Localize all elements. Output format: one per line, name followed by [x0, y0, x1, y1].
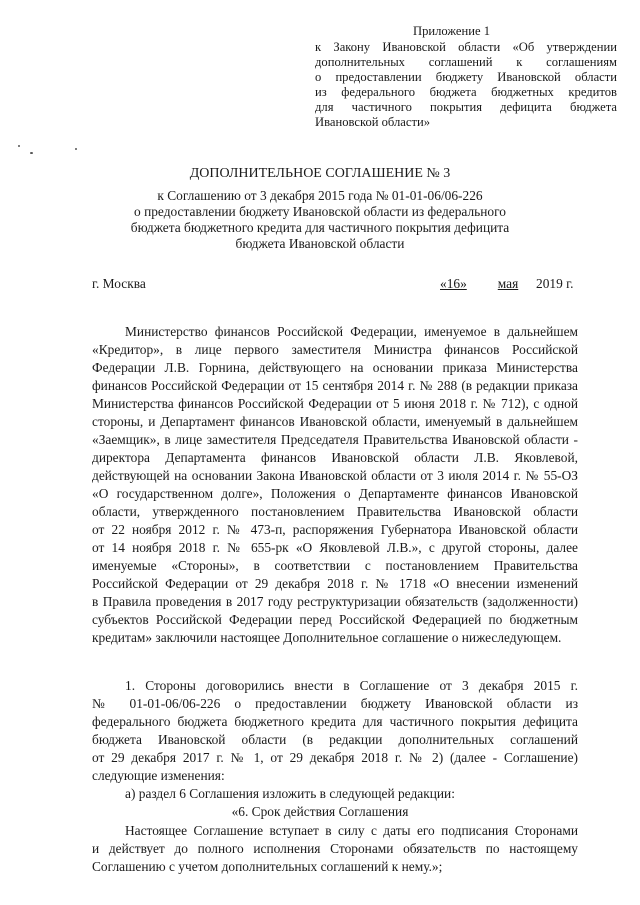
section-6-line: Соглашению с учетом дополнительных соглашений к нему.»;	[92, 859, 443, 874]
preamble-line: от 14 ноября 2018 г. № 655-рк «О Яковлевой Л.В.», с другой стороны, далее	[92, 540, 578, 555]
preamble-line: «Заемщик», в лице заместителя Председателя Правительства Ивановской области -	[92, 432, 578, 447]
preamble-line: кредитам» заключили настоящее Дополнительное соглашение о нижеследующем.	[92, 630, 562, 645]
annex-line: дополнительных соглашений к соглашениям	[315, 55, 617, 69]
annex-line: Ивановской области»	[315, 115, 431, 129]
date-day: «16»	[440, 276, 467, 291]
section-6-line: Настоящее Соглашение вступает в силу с даты его подписания Сторонами	[125, 823, 578, 838]
preamble-line: финансов Российской Федерации от 15 сентября 2014 г. № 288 (в редакции приказа	[92, 378, 578, 393]
clause-line: 1. Стороны договорились внести в Соглашение от 3 декабря 2015 г.	[125, 678, 578, 693]
preamble-line: «Кредитор», в лице первого заместителя Министра финансов Российской	[92, 342, 578, 357]
date-year: 2019 г.	[536, 276, 574, 291]
subtitle-line: бюджета Ивановской области	[235, 236, 405, 251]
scan-speck	[18, 145, 20, 147]
preamble-line: действующей на основании Закона Ивановской области от 3 июля 2014 г. № 55-ОЗ	[92, 468, 578, 483]
annex-line: о предоставлении бюджету Ивановской области	[315, 70, 617, 84]
page-title: ДОПОЛНИТЕЛЬНОЕ СОГЛАШЕНИЕ № 3	[189, 166, 451, 181]
preamble-line: Министерство финансов Российской Федерации, именуемое в дальнейшем	[125, 324, 578, 339]
preamble-line: директора Департамента финансов Ивановской области Л.В. Яковлевой,	[92, 450, 578, 465]
annex-title: Приложение 1	[413, 24, 491, 38]
subtitle-line: бюджета бюджетного кредита для частичного покрытия дефицита	[130, 220, 510, 235]
clause-line: № 01-01-06/06-226 о предоставлении бюджету Ивановской области из	[92, 696, 578, 711]
preamble-line: стороны, и Департамент финансов Ивановской области, именуемый в дальнейшем	[92, 414, 578, 429]
annex-line: из федерального бюджета бюджетных кредитов	[315, 85, 617, 99]
preamble-line: области, утвержденного постановлением Правительства Ивановской области	[92, 504, 578, 519]
annex-line: к Закону Ивановской области «Об утверждении	[315, 40, 617, 54]
annex-line: для частичного покрытия дефицита бюджета	[315, 100, 617, 114]
item-a: а) раздел 6 Соглашения изложить в следующей редакции:	[125, 786, 455, 801]
scan-speck	[30, 152, 33, 154]
preamble-line: Российской Федерации от 29 декабря 2018 г. № 1718 «О внесении изменений	[92, 576, 578, 591]
preamble-line: «О государственном долге», Положения о Департаменте финансов Ивановской	[92, 486, 578, 501]
clause-line: бюджета Ивановской области (в редакции дополнительных соглашений	[92, 732, 578, 747]
clause-line: от 29 декабря 2017 г. № 1, от 29 декабря 2018 г. № 2) (далее - Соглашение)	[92, 750, 578, 765]
date-month: мая	[497, 276, 519, 291]
city: г. Москва	[92, 276, 146, 291]
preamble-line: от 22 ноября 2012 г. № 473-п, распоряжения Губернатора Ивановской области	[92, 522, 578, 537]
preamble-line: именуемые «Стороны», в соответствии с постановлением Правительства	[92, 558, 578, 573]
clause-line: следующие изменения:	[92, 768, 225, 783]
preamble-line: субъектов Российской Федерации перед Российской Федерацией по бюджетным	[92, 612, 578, 627]
section-6-line: и действует до полного исполнения Сторонами обязательств по настоящему	[92, 841, 578, 856]
scan-speck	[75, 148, 77, 150]
preamble-line: Министерства финансов Российской Федерации от 5 июня 2018 г. № 712), с одной	[92, 396, 578, 411]
clause-line: федерального бюджета бюджетного кредита для частичного покрытия дефицита	[92, 714, 578, 729]
subtitle-line: о предоставлении бюджету Ивановской области из федерального	[134, 204, 506, 219]
subtitle-line: к Соглашению от 3 декабря 2015 года № 01-01-06/06-226	[157, 188, 483, 203]
preamble-line: в Правила проведения в 2017 году реструктуризации обязательств (задолженности)	[92, 594, 578, 609]
preamble-line: Федерации Л.В. Горнина, действующего на основании приказа Министерства	[92, 360, 578, 375]
section-6-title: «6. Срок действия Соглашения	[231, 804, 409, 819]
